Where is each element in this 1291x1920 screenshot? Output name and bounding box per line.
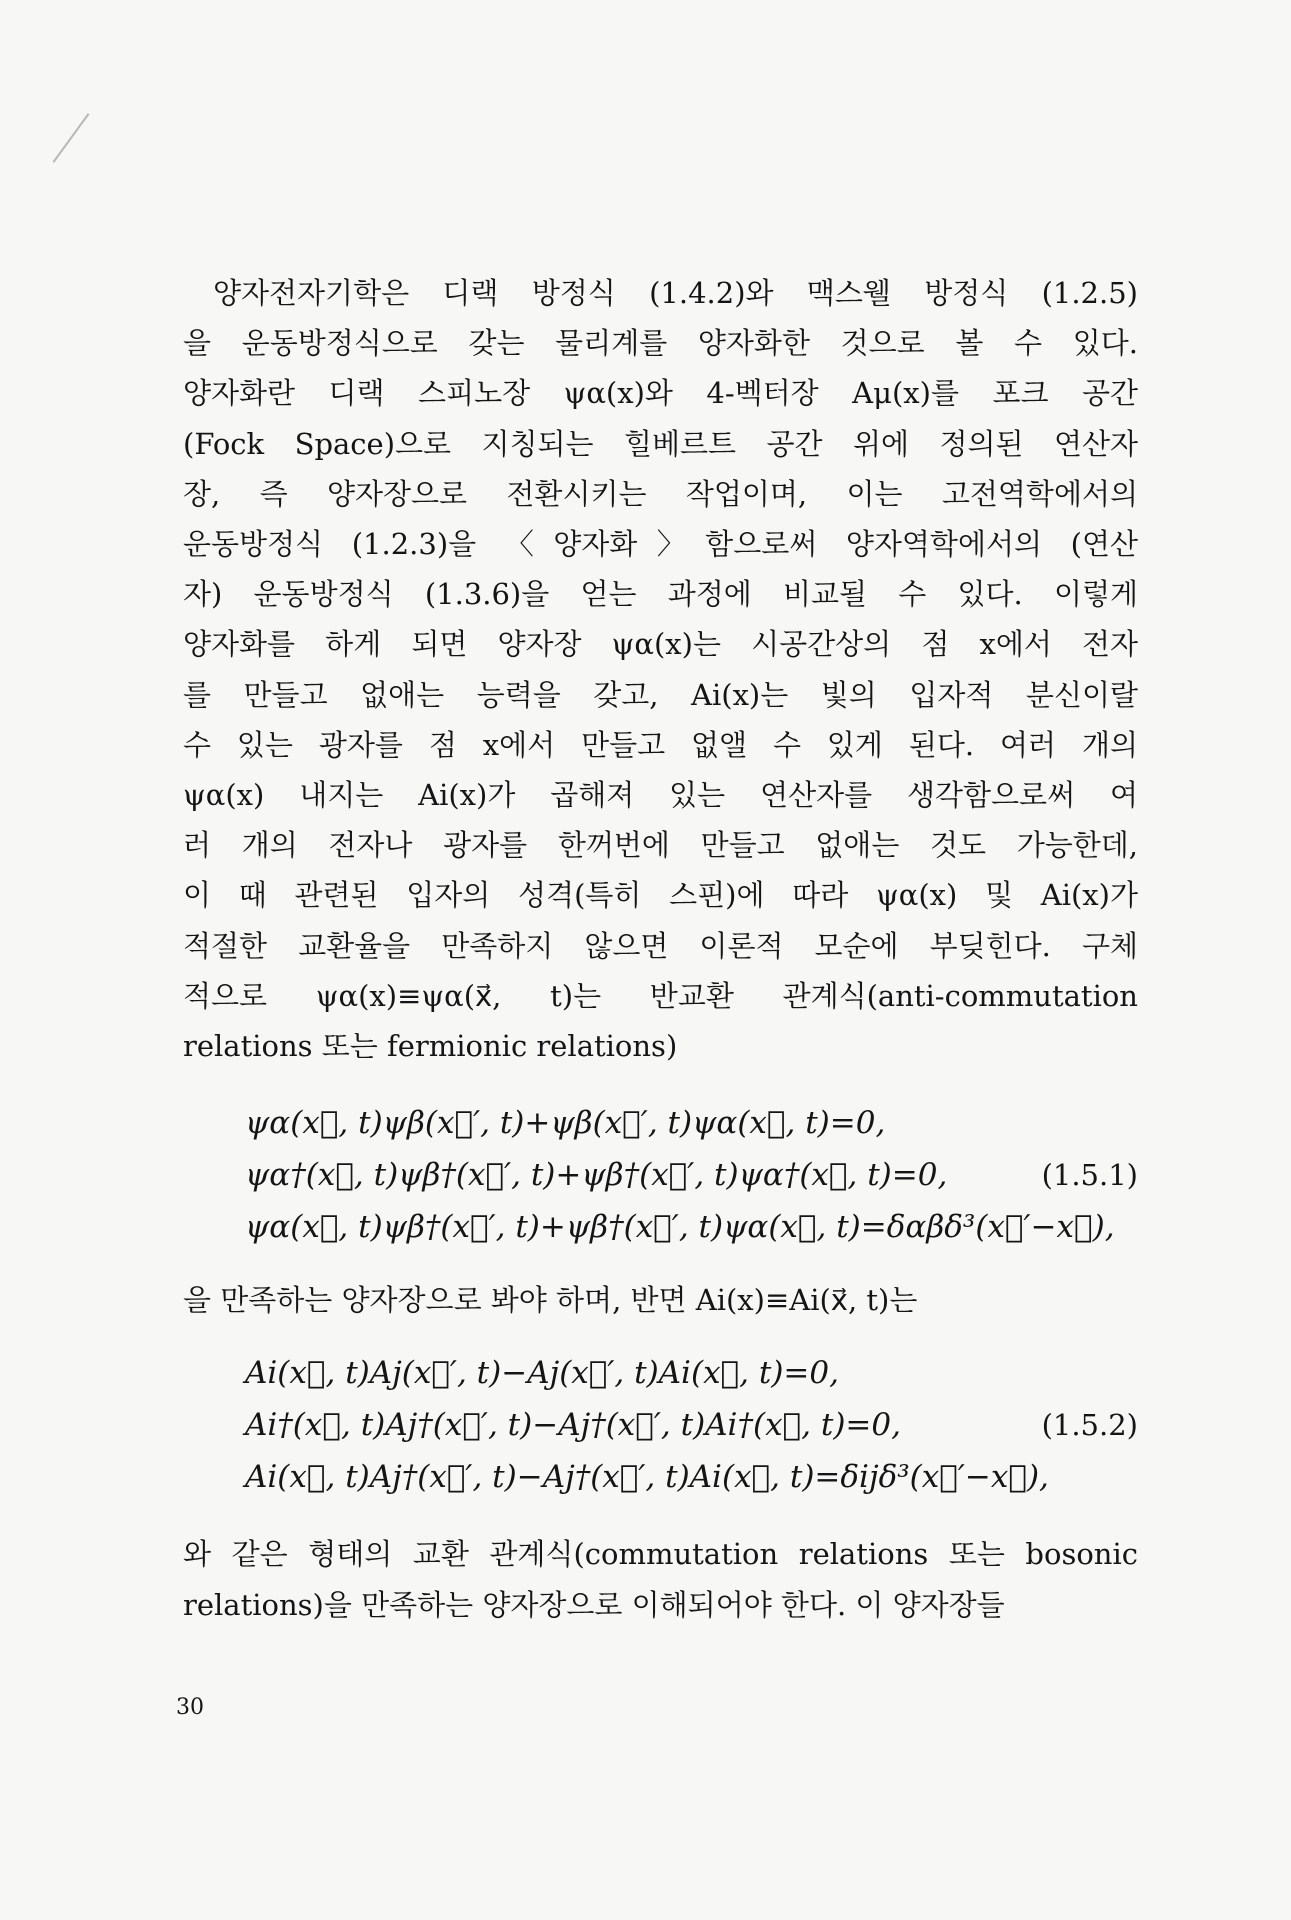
equation-line: ψα†(x⃗, t)ψβ†(x⃗′, t)+ψβ†(x⃗′, t)ψα†(x⃗, t)=0,: [245, 1157, 948, 1194]
text-line: 을 만족하는 양자장으로 봐야 하며, 반면 Ai(x)≡Ai(x⃗, t)는: [183, 1283, 918, 1318]
text-line: 적절한 교환율을 만족하지 않으면 이론적 모순에 부딪힌다. 구체: [183, 928, 1138, 963]
equation-block-1-5-1: [245, 1097, 1138, 1253]
equation-line: Ai(x⃗, t)Aj(x⃗′, t)−Aj(x⃗′, t)Ai(x⃗, t)=0,: [245, 1355, 839, 1392]
text-line: 자) 운동방정식 (1.3.6)을 얻는 과정에 비교될 수 있다. 이렇게: [183, 577, 1138, 612]
paragraph-3: [183, 1529, 1138, 1629]
equation-line: Ai(x⃗, t)Aj†(x⃗′, t)−Aj†(x⃗′, t)Ai(x⃗, t)=δijδ³(x⃗′−x⃗),: [245, 1459, 1049, 1496]
scan-mark: [53, 113, 90, 163]
equation-line: Ai†(x⃗, t)Aj†(x⃗′, t)−Aj†(x⃗′, t)Ai†(x⃗, t)=0,: [245, 1407, 901, 1444]
text-line: relations 또는 fermionic relations): [183, 1029, 678, 1064]
text-line: 적으로 ψα(x)≡ψα(x⃗, t)는 반교환 관계식(anti-commutation: [183, 978, 1138, 1013]
text-line: 양자화를 하게 되면 양자장 ψα(x)는 시공간상의 점 x에서 전자: [183, 627, 1138, 662]
text-line: 양자화란 디랙 스피노장 ψα(x)와 4-벡터장 Aμ(x)를 포크 공간: [183, 376, 1138, 411]
text-line: 와 같은 형태의 교환 관계식(commutation relations 또는 bosonic: [183, 1537, 1138, 1572]
text-line: 수 있는 광자를 점 x에서 만들고 없앨 수 있게 된다. 여러 개의: [183, 727, 1138, 762]
paragraph-2: [183, 1275, 1138, 1325]
text-line: ψα(x) 내지는 Ai(x)가 곱해져 있는 연산자를 생각함으로써 여: [183, 778, 1138, 813]
paragraph-1: [183, 268, 1138, 1071]
equation-block-1-5-2: [245, 1347, 1138, 1503]
equation-line: ψα(x⃗, t)ψβ†(x⃗′, t)+ψβ†(x⃗′, t)ψα(x⃗, t)=δαβδ³(x⃗′−x⃗),: [245, 1209, 1115, 1246]
text-line: 를 만들고 없애는 능력을 갖고, Ai(x)는 빛의 입자적 분신이랄: [183, 677, 1138, 712]
equation-number: (1.5.2): [1041, 1408, 1138, 1443]
body-text: [183, 268, 1138, 1630]
text-line: 러 개의 전자나 광자를 한꺼번에 만들고 없애는 것도 가능한데,: [183, 828, 1138, 863]
text-line: 양자전자기학은 디랙 방정식 (1.4.2)와 맥스웰 방정식 (1.2.5): [213, 276, 1138, 310]
page-number: 30: [176, 1695, 204, 1720]
equation-line: ψα(x⃗, t)ψβ(x⃗′, t)+ψβ(x⃗′, t)ψα(x⃗, t)=0,: [245, 1105, 886, 1142]
text-line: relations)을 만족하는 양자장으로 이해되어야 한다. 이 양자장들: [183, 1587, 1005, 1622]
text-line: (Fock Space)으로 지칭되는 힐베르트 공간 위에 정의된 연산자: [183, 426, 1138, 461]
text-line: 장, 즉 양자장으로 전환시키는 작업이며, 이는 고전역학에서의: [183, 476, 1138, 511]
text-line: 을 운동방정식으로 갖는 물리계를 양자화한 것으로 볼 수 있다.: [183, 326, 1138, 361]
equation-number: (1.5.1): [1041, 1158, 1138, 1193]
text-line: 운동방정식 (1.2.3)을 〈양자화〉함으로써 양자역학에서의 (연산: [183, 527, 1138, 562]
text-line: 이 때 관련된 입자의 성격(특히 스핀)에 따라 ψα(x) 및 Ai(x)가: [183, 878, 1138, 913]
